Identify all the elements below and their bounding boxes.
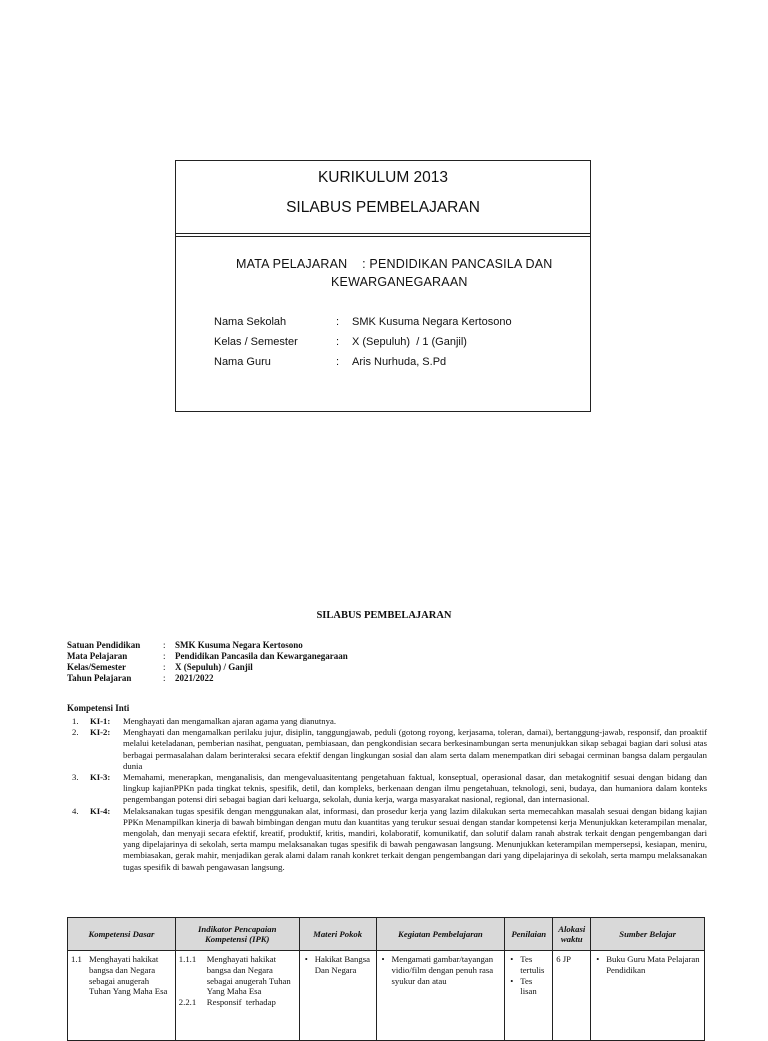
info-row-class bbox=[214, 336, 467, 348]
meta-key: Kelas/Semester bbox=[67, 662, 126, 672]
header-alokasi: Alokasi waktu bbox=[553, 918, 591, 951]
cell-penilaian bbox=[505, 951, 553, 1041]
info-colon: : bbox=[336, 316, 340, 328]
ipk-text: Menghayati hakikat bangsa dan Negara sebagai anugerah Tuhan Yang Maha Esa bbox=[206, 954, 291, 997]
ki-text: Memahami, menerapkan, menganalisis, dan mengevaluasitentang pengetahuan faktual, konseptual, operasional dasar, dan metakognitif sesuai dengan bidang dan lingkup kajianPPKn pada tingkat teknis, spesifik, detil, dan kompleks, berkenaan dengan ilmu pengetahuan, teknologi, seni, budaya, dan humaniora dalam konteks pengembangan potensi diri sebagai bagian dari keluarga, sekolah, dunia kerja, warga masyarakat nasional, regional, dan internasional. bbox=[123, 772, 707, 805]
cover-subtitle: SILABUS PEMBELAJARAN bbox=[286, 199, 480, 216]
info-value: Aris Nurhuda, S.Pd bbox=[352, 356, 447, 368]
info-key: Kelas / Semester bbox=[214, 336, 298, 348]
cover-details bbox=[176, 236, 590, 411]
ki-text: Melaksanakan tugas spesifik dengan menggunakan alat, informasi, dan prosedur kerja yang lazim dilakukan serta memecahkan masalah sesuai dengan bidang kajian PPKn Menampilkan kinerja di bawah bimbingan dengan mutu dan kuantitas yang terukur sesuai dengan standar kompetensi kerja Menunjukkan keterampilan menalar, mengolah, dan menyaji secara efektif, kreatif, produktif, kritis, mandiri, kolaboratif, komunikatif, dan solutif dalam ranah abstrak terkait dengan pengembangan dari yang dipelajarinya di sekolah, serta mampu melaksanakan tugas spesifik di bawah pengawasan langsung. Menunjukkan keterampilan mempersepsi, kesiapan, meniru, membiasakan, gerak mahir, menjadikan gerak alami dalam ranah konkret terkait dengan pengembangan dari yang dipelajarinya di sekolah, serta mampu melaksanakan tugas spesifik di bawah pengawasan langsung. bbox=[123, 805, 707, 872]
meta-colon: : bbox=[163, 662, 166, 672]
penilaian-item: • Tes lisan bbox=[508, 976, 549, 998]
ki-number: 2. bbox=[72, 727, 79, 738]
meta-colon: : bbox=[163, 673, 166, 683]
meta-row bbox=[67, 640, 348, 651]
ipk-text: Responsif terhadap bbox=[206, 997, 276, 1008]
ki-number: 3. bbox=[72, 772, 79, 783]
ki-item bbox=[67, 806, 707, 873]
ki-item bbox=[67, 772, 707, 806]
table-row bbox=[68, 951, 705, 1041]
silabus-table bbox=[67, 917, 705, 1041]
info-value: SMK Kusuma Negara Kertosono bbox=[352, 316, 512, 328]
meta-key: Tahun Pelajaran bbox=[67, 673, 132, 683]
meta-value: X (Sepuluh) / Ganjil bbox=[175, 662, 253, 672]
ki-text: Menghayati dan mengamalkan perilaku jujur, disiplin, tanggungjawab, peduli (gotong royong, kerjasama, toleran, damai), bertanggung-jawab, responsif, dan proaktif melalui keteladanan, pemberian nasihat, penguatan, pembiasaan, dan pengkondisian secara berkesinambungan serta menunjukkan sikap sebagai bagian dari solusi atas berbagai permasalahan dalam berinteraksi secara efektif dengan lingkungan sosial dan alam serta dalam menempatkan diri sebagai cerminan bangsa dalam pergaulan dunia bbox=[123, 727, 707, 771]
ki-list bbox=[67, 716, 707, 873]
silabus-title: SILABUS PEMBELAJARAN bbox=[316, 610, 452, 621]
kd-text: Menghayati hakikat bangsa dan Negara sebagai anugerah Tuhan Yang Maha Esa bbox=[89, 954, 168, 997]
ki-label: KI-4: bbox=[90, 805, 111, 816]
header-kd: Kompetensi Dasar bbox=[68, 918, 176, 951]
ki-number: 4. bbox=[72, 805, 79, 816]
header-sumber: Sumber Belajar bbox=[591, 918, 705, 951]
info-colon: : bbox=[336, 336, 340, 348]
sumber-item: • Buku Guru Mata Pelajaran Pendidikan bbox=[594, 954, 701, 976]
cover-header bbox=[176, 161, 590, 234]
cell-sumber bbox=[591, 951, 705, 1041]
subject-line-continued: KEWARGANEGARAAN bbox=[331, 275, 468, 289]
ki-text: Menghayati dan mengamalkan ajaran agama yang dianutnya. bbox=[123, 716, 337, 726]
materi-item: • Hakikat Bangsa Dan Negara bbox=[303, 954, 373, 976]
header-materi: Materi Pokok bbox=[299, 918, 376, 951]
meta-colon: : bbox=[163, 651, 166, 661]
meta-value: 2021/2022 bbox=[175, 673, 214, 683]
ki-item bbox=[67, 727, 707, 772]
subject-line: MATA PELAJARAN : PENDIDIKAN PANCASILA DAN bbox=[236, 257, 553, 271]
header-penilaian: Penilaian bbox=[505, 918, 553, 951]
cell-alokasi: 6 JP bbox=[553, 951, 591, 1041]
table-header-row bbox=[68, 918, 705, 951]
meta-value: Pendidikan Pancasila dan Kewarganegaraan bbox=[175, 651, 348, 661]
ipk-number: 1.1.1 bbox=[178, 954, 197, 964]
ki-label: KI-2: bbox=[90, 727, 111, 738]
ki-label: KI-3: bbox=[90, 772, 111, 783]
info-row-teacher bbox=[214, 356, 446, 368]
ki-label: KI-1: bbox=[90, 716, 111, 726]
info-key: Nama Guru bbox=[214, 356, 271, 368]
meta-value: SMK Kusuma Negara Kertosono bbox=[175, 640, 303, 650]
cover-box bbox=[175, 160, 591, 412]
info-row-school bbox=[214, 316, 512, 328]
info-value: X (Sepuluh) / 1 (Ganjil) bbox=[352, 336, 467, 348]
cell-kd bbox=[68, 951, 176, 1041]
meta-row bbox=[67, 651, 348, 662]
meta-row bbox=[67, 673, 348, 684]
kd-number: 1.1 bbox=[71, 954, 82, 964]
cell-ipk bbox=[175, 951, 299, 1041]
header-ipk: Indikator Pencapaian Kompetensi (IPK) bbox=[175, 918, 299, 951]
meta-colon: : bbox=[163, 640, 166, 650]
header-kegiatan: Kegiatan Pembelajaran bbox=[376, 918, 505, 951]
ki-item bbox=[67, 716, 707, 727]
meta-row bbox=[67, 662, 348, 673]
cover-title: KURIKULUM 2013 bbox=[317, 169, 449, 186]
ipk-number: 2.2.1 bbox=[178, 997, 197, 1008]
meta-key: Mata Pelajaran bbox=[67, 651, 128, 661]
silabus-meta bbox=[67, 640, 348, 684]
ki-heading: Kompetensi Inti bbox=[67, 703, 130, 713]
ki-number: 1. bbox=[72, 716, 79, 726]
cell-kegiatan bbox=[376, 951, 505, 1041]
info-key: Nama Sekolah bbox=[214, 316, 287, 328]
info-colon: : bbox=[336, 356, 340, 368]
penilaian-item: • Tes tertulis bbox=[508, 954, 549, 976]
meta-key: Satuan Pendidikan bbox=[67, 640, 141, 650]
kegiatan-item: • Mengamati gambar/tayangan vidio/film dengan penuh rasa syukur dan atau bbox=[380, 954, 502, 986]
cell-materi bbox=[299, 951, 376, 1041]
